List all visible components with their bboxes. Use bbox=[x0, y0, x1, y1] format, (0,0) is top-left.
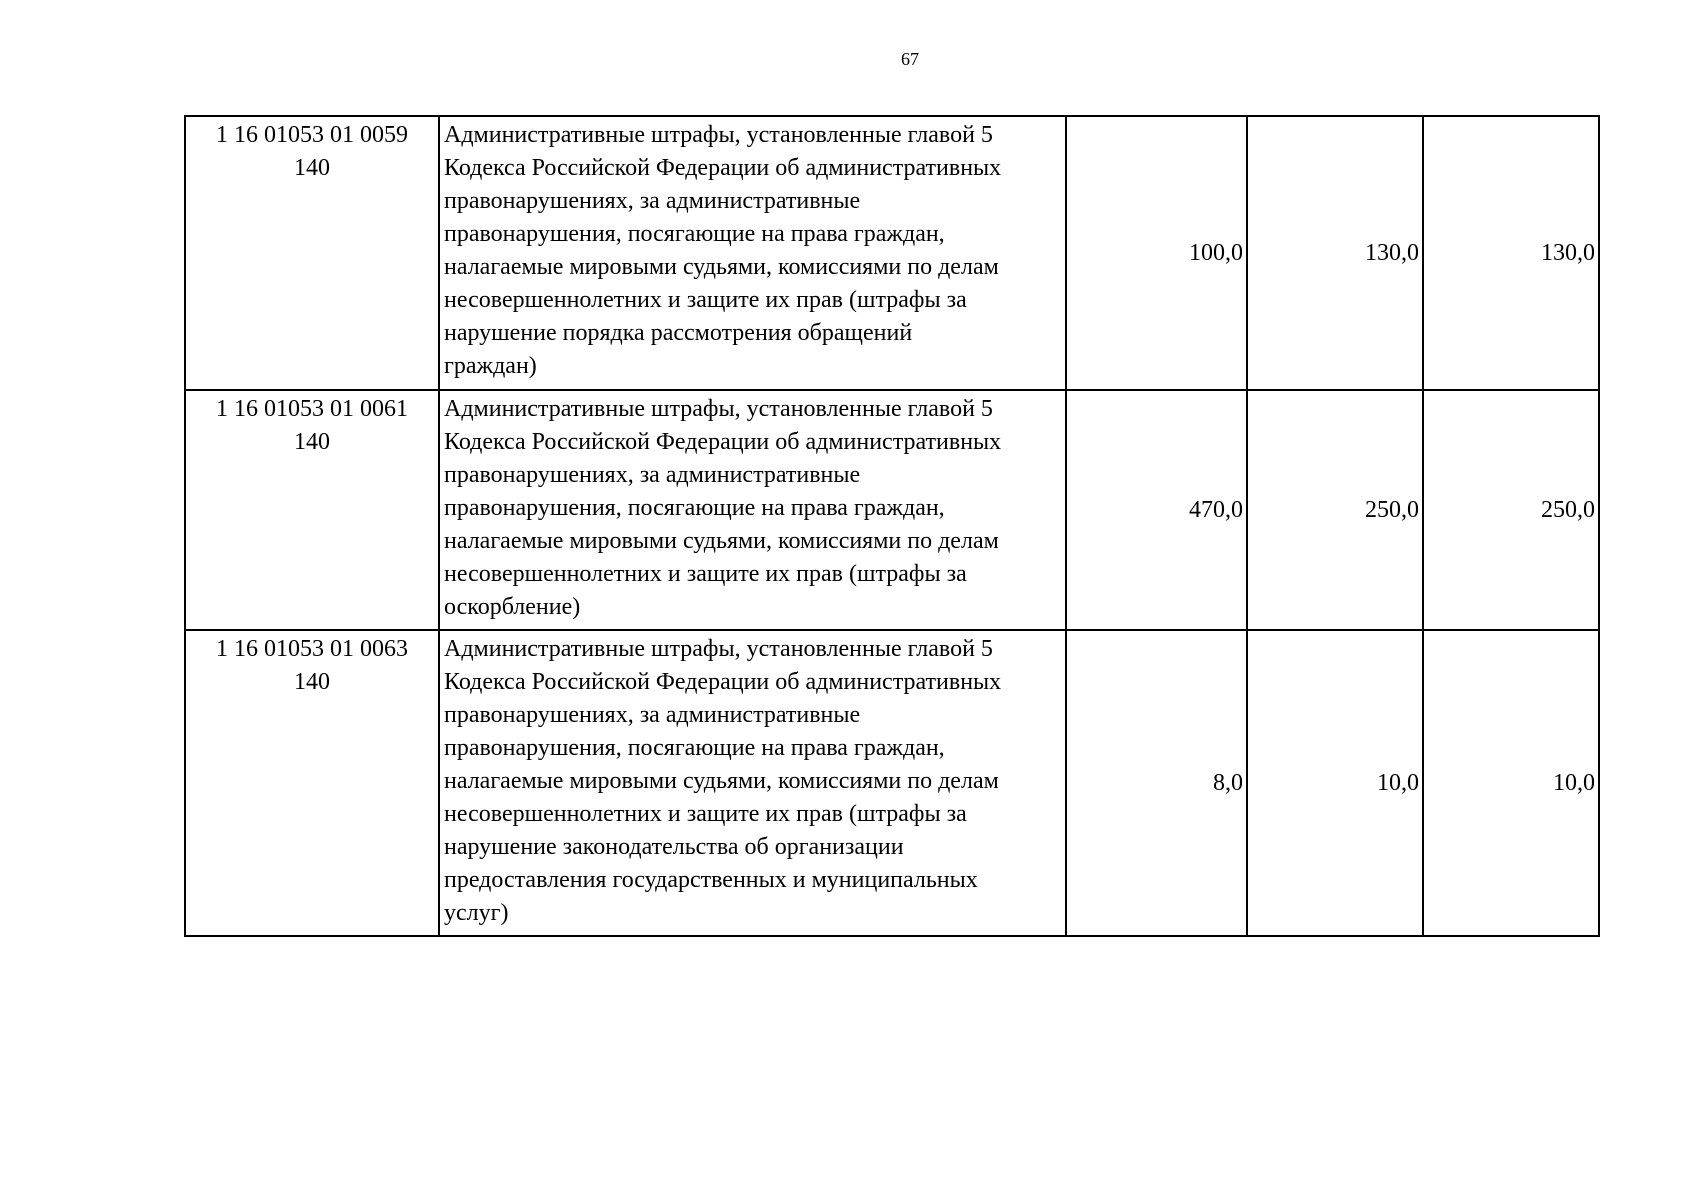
amount-cell-3: 250,0 bbox=[1423, 390, 1599, 630]
budget-code-line: 140 bbox=[294, 429, 330, 455]
description-line: налагаемые мировыми судьями, комиссиями по делам bbox=[444, 768, 999, 794]
description-cell bbox=[439, 390, 1066, 630]
budget-code-line: 1 16 01053 01 0061 bbox=[216, 396, 408, 422]
description-line: налагаемые мировыми судьями, комиссиями по делам bbox=[444, 528, 999, 554]
budget-code-line: 1 16 01053 01 0059 bbox=[216, 122, 408, 148]
description-line: несовершеннолетних и защите их прав (штрафы за bbox=[444, 287, 967, 313]
amount-cell-2: 10,0 bbox=[1247, 630, 1423, 936]
description-line: предоставления государственных и муниципальных bbox=[444, 867, 978, 893]
description-line: услуг) bbox=[444, 900, 509, 926]
description-line: нарушение законодательства об организации bbox=[444, 834, 904, 860]
description-line: оскорбление) bbox=[444, 594, 581, 620]
description-line: нарушение порядка рассмотрения обращений bbox=[444, 320, 913, 346]
description-line: правонарушениях, за административные bbox=[444, 702, 861, 728]
description-line: несовершеннолетних и защите их прав (штрафы за bbox=[444, 801, 967, 827]
amount-cell-1: 100,0 bbox=[1066, 116, 1247, 390]
amount-cell-2: 130,0 bbox=[1247, 116, 1423, 390]
description-line: правонарушения, посягающие на права граждан, bbox=[444, 221, 945, 247]
budget-code-cell bbox=[185, 630, 439, 936]
description-line: Административные штрафы, установленные главой 5 bbox=[444, 636, 993, 662]
budget-revenue-table bbox=[184, 115, 1600, 937]
description-line: правонарушениях, за административные bbox=[444, 462, 861, 488]
description-cell bbox=[439, 116, 1066, 390]
description-line: правонарушениях, за административные bbox=[444, 188, 861, 214]
description-line: правонарушения, посягающие на права граждан, bbox=[444, 735, 945, 761]
table-row bbox=[185, 390, 1599, 630]
description-line: правонарушения, посягающие на права граждан, bbox=[444, 495, 945, 521]
amount-cell-1: 470,0 bbox=[1066, 390, 1247, 630]
description-line: Административные штрафы, установленные главой 5 bbox=[444, 396, 993, 422]
amount-cell-3: 130,0 bbox=[1423, 116, 1599, 390]
description-cell bbox=[439, 630, 1066, 936]
amount-cell-3: 10,0 bbox=[1423, 630, 1599, 936]
page-number: 67 bbox=[901, 49, 919, 69]
description-line: Кодекса Российской Федерации об административных bbox=[444, 429, 1002, 455]
budget-code-cell bbox=[185, 390, 439, 630]
amount-cell-2: 250,0 bbox=[1247, 390, 1423, 630]
description-line: Административные штрафы, установленные главой 5 bbox=[444, 122, 993, 148]
budget-code-cell bbox=[185, 116, 439, 390]
description-line: граждан) bbox=[444, 353, 537, 379]
table-row bbox=[185, 630, 1599, 936]
budget-code-line: 140 bbox=[294, 669, 330, 695]
budget-code-line: 1 16 01053 01 0063 bbox=[216, 636, 408, 662]
description-line: Кодекса Российской Федерации об административных bbox=[444, 155, 1002, 181]
description-line: Кодекса Российской Федерации об административных bbox=[444, 669, 1002, 695]
description-line: налагаемые мировыми судьями, комиссиями по делам bbox=[444, 254, 999, 280]
amount-cell-1: 8,0 bbox=[1066, 630, 1247, 936]
budget-code-line: 140 bbox=[294, 155, 330, 181]
description-line: несовершеннолетних и защите их прав (штрафы за bbox=[444, 561, 967, 587]
table-row bbox=[185, 116, 1599, 390]
